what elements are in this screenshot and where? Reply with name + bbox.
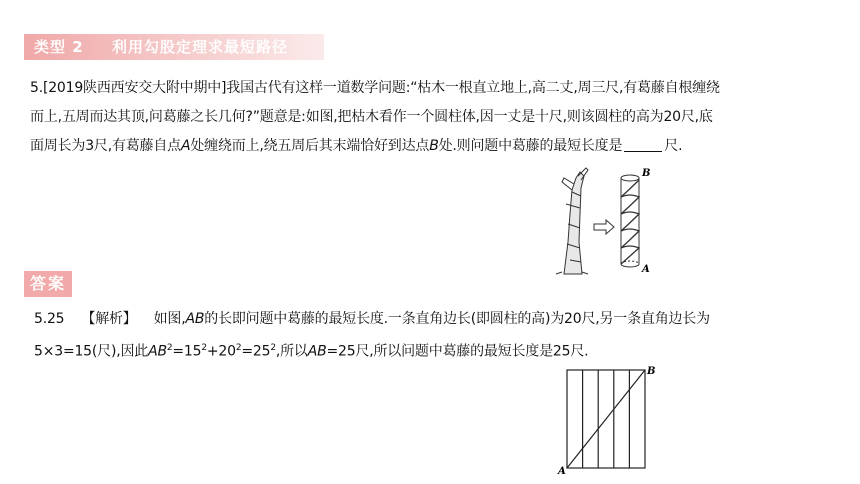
unrolled-rectangle-figure	[555, 364, 665, 476]
solution-text	[34, 305, 834, 367]
answer-number: 5.25	[34, 311, 65, 327]
solution-line-1	[34, 305, 834, 334]
segment-ab-label: AB	[307, 343, 327, 360]
question-text-segment: 处缠绕而上,绕五周后其末端恰好到达点	[190, 138, 430, 154]
exponent: 2	[201, 343, 207, 353]
solution-text-segment: 的长即问题中葛藤的最短长度.一条直角边长(即圆柱的高)为20尺,另一条直角边长为	[204, 311, 710, 327]
segment-ab-label: AB	[148, 343, 167, 360]
solution-text-segment: 5×3=15(尺),因此	[34, 343, 149, 360]
diagonal-ab	[567, 370, 645, 468]
point-b-label: B	[429, 138, 439, 154]
solution-text-segment: ,所以	[275, 343, 308, 360]
question-line-1: 5.[2019陕西西安交大附中期中]我国古代有这样一道数学问题:“枯木一根直立地上,高二丈,周三尺,有葛藤自根缠绕	[30, 80, 720, 96]
question-line-2: 而上,五周而达其顶,问葛藤之长几何?”题意是:如图,把枯木看作一个圆柱体,因一丈是十尺,则该圆柱的高为20尺,底	[30, 109, 713, 125]
exponent: 2	[270, 343, 276, 353]
analysis-tag: 【解析】	[81, 311, 137, 327]
figure2-label-b: B	[647, 366, 656, 377]
figure2-label-a: A	[558, 466, 566, 476]
solution-line-2	[34, 334, 834, 367]
solution-text-segment: =25尺,所以问题中葛藤的最短长度是25尺.	[326, 343, 589, 360]
figure1-label-a: A	[642, 264, 650, 275]
solution-text-segment: =25	[241, 343, 271, 360]
exponent: 2	[235, 343, 242, 353]
figure1-label-b: B	[642, 168, 651, 179]
section-title: 利用勾股定理求最短路径	[112, 38, 289, 56]
question-text	[30, 74, 830, 161]
exponent: 2	[166, 343, 173, 353]
answer-badge: 答案	[24, 271, 72, 297]
question-line-3	[30, 132, 830, 161]
segment-ab-label: AB	[185, 311, 205, 327]
question-text-segment: 尺.	[664, 138, 683, 154]
cylinder-illustration	[621, 175, 639, 267]
solution-text-segment: 如图,	[153, 311, 186, 327]
answer-blank	[624, 137, 662, 152]
solution-text-segment: =15	[172, 343, 202, 360]
section-type-label: 类型 2	[34, 38, 84, 56]
arrow-icon	[594, 220, 614, 234]
tree-illustration	[556, 168, 588, 274]
solution-text-segment: +20	[206, 343, 236, 360]
question-text-segment: 处.则问题中葛藤的最短长度是	[438, 138, 623, 154]
point-a-label: A	[180, 138, 191, 154]
tree-cylinder-figure	[550, 164, 660, 276]
question-text-segment: 面周长为3尺,有葛藤自点	[30, 138, 181, 154]
